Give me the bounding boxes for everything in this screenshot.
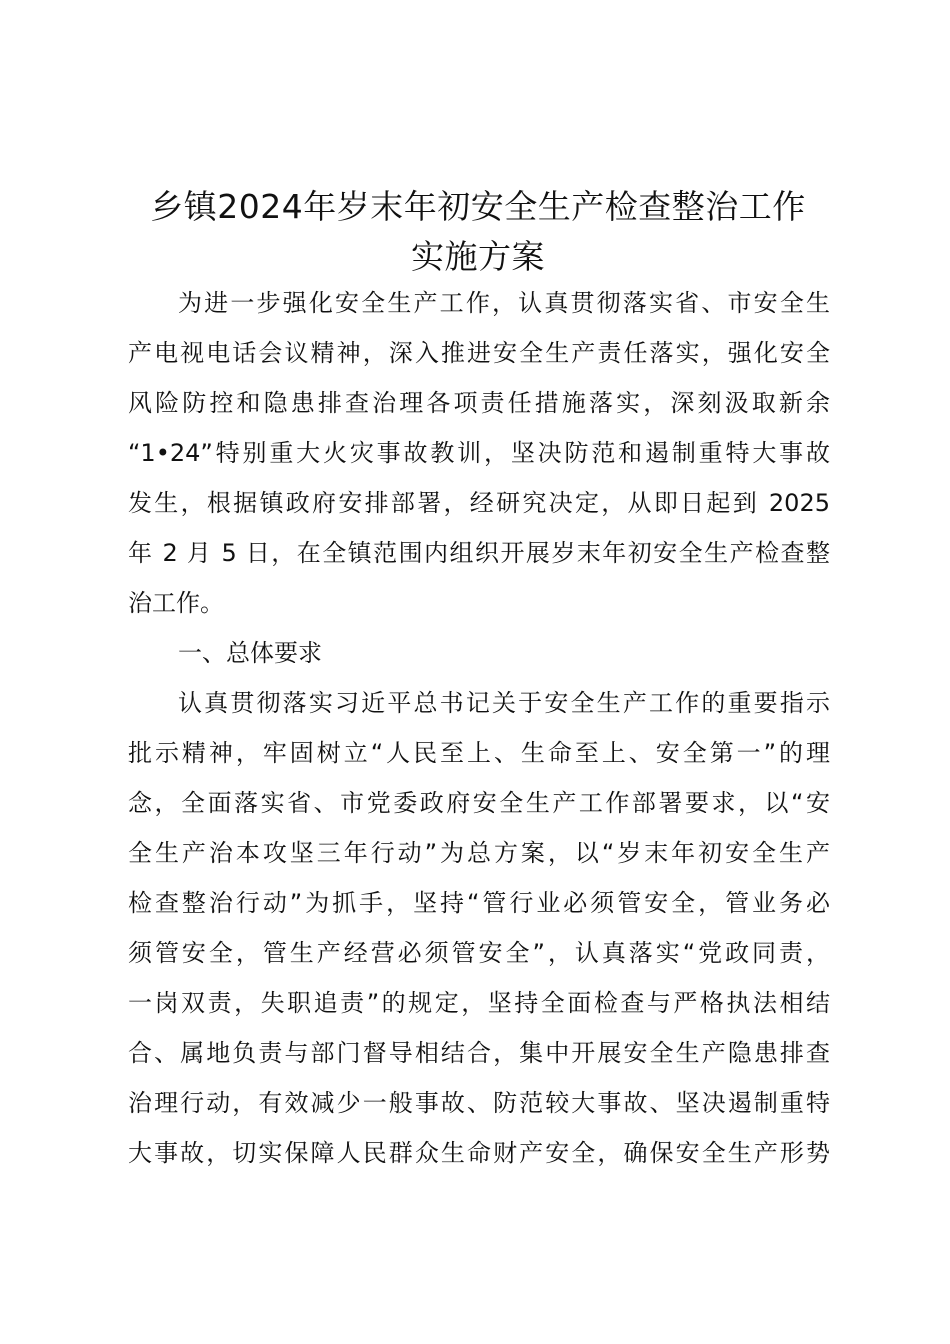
paragraph-line: 风险防控和隐患排查治理各项责任措施落实，深刻汲取新余 bbox=[128, 389, 830, 417]
paragraph-line: 须管安全，管生产经营必须管安全”，认真落实“党政同责， bbox=[128, 939, 830, 967]
paragraph-line: 大事故，切实保障人民群众生命财产安全，确保安全生产形势 bbox=[128, 1139, 830, 1167]
paragraph-line: 检查整治行动”为抓手，坚持“管行业必须管安全，管业务必 bbox=[128, 889, 830, 917]
paragraph-line: 批示精神，牢固树立“人民至上、生命至上、安全第一”的理 bbox=[128, 739, 830, 767]
section-heading-text: 一、总体要求 bbox=[178, 639, 322, 667]
paragraph-line: 治工作。 bbox=[128, 589, 224, 617]
paragraph-line: 产电视电话会议精神，深入推进安全生产责任落实，强化安全 bbox=[128, 339, 830, 367]
paragraph-line: 全生产治本攻坚三年行动”为总方案，以“岁末年初安全生产 bbox=[128, 839, 830, 867]
document-title-line-1: 乡镇2024年岁末年初安全生产检查整治工作 bbox=[150, 187, 806, 226]
paragraph-line: 认真贯彻落实习近平总书记关于安全生产工作的重要指示 bbox=[178, 689, 830, 717]
paragraph-line: 一岗双责，失职追责”的规定，坚持全面检查与严格执法相结 bbox=[128, 989, 830, 1017]
paragraph-line: 治理行动，有效减少一般事故、防范较大事故、坚决遏制重特 bbox=[128, 1089, 830, 1117]
paragraph-line: 为进一步强化安全生产工作，认真贯彻落实省、市安全生 bbox=[178, 289, 830, 317]
paragraph-line: 念，全面落实省、市党委政府安全生产工作部署要求，以“安 bbox=[128, 789, 830, 817]
document-title-line-2: 实施方案 bbox=[411, 237, 545, 276]
paragraph-line: 发生，根据镇政府安排部署，经研究决定，从即日起到 2025 bbox=[128, 489, 830, 517]
paragraph-line: 合、属地负责与部门督导相结合，集中开展安全生产隐患排查 bbox=[128, 1039, 830, 1067]
paragraph-line: “1•24”特别重大火灾事故教训，坚决防范和遏制重特大事故 bbox=[128, 439, 830, 467]
paragraph-line: 年 2 月 5 日，在全镇范围内组织开展岁末年初安全生产检查整 bbox=[128, 539, 830, 567]
